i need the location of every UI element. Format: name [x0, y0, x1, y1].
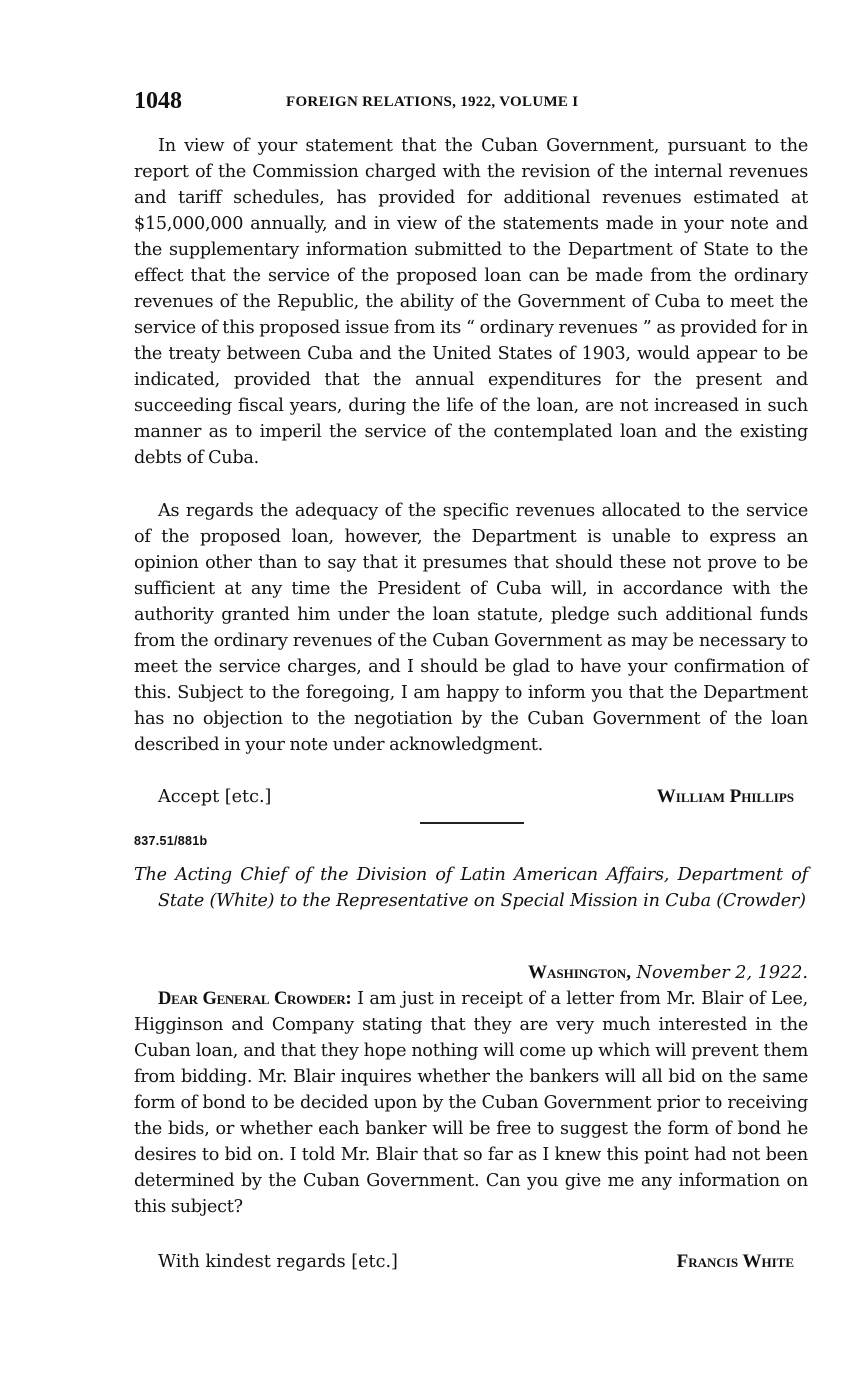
letter2-body-text: I am just in receipt of a letter from Mr. Blair of Lee, Higginson and Company stating that they are very much interested in the Cuban loan, and that they hope nothing will come up which will prevent them from bidding. Mr. Blair inquires whether the bankers will all bid on the same form of bond to be decided upon by the Cuban Government prior to receiving the bids, or whether each banker will be free to suggest the form of bond he desires to bid on. I told Mr. Blair that so far as I knew this point had not been determined by the Cuban Government. Can you give me any information on this subject?: [134, 989, 809, 1217]
document-heading-text: The Acting Chief of the Division of Latin American Affairs, Department of State (White) to the Representative on Special Mission in Cuba (Crowder): [134, 865, 808, 911]
dateline-date: November 2, 1922.: [636, 963, 808, 983]
letter2-body-paragraph: [134, 986, 808, 1220]
section-divider: [420, 822, 524, 824]
running-head: FOREIGN RELATIONS, 1922, VOLUME I: [286, 94, 579, 110]
file-number: 837.51/881b: [134, 834, 208, 848]
letter1-paragraph-1-text: In view of your statement that the Cuban Government, pursuant to the report of the Commission charged with the revision of the internal revenues and tariff schedules, has provided for additional revenues estimated at $15,000,000 annually, and in view of the statements made in your note and the supplementary information submitted to the Department of State to the effect that the service of the proposed loan can be made from the ordinary revenues of the Republic, the ability of the Government of Cuba to meet the service of this proposed issue from its “ ordinary revenues ” as provided for in the treaty between Cuba and the United States of 1903, would appear to be indicated, provided that the annual expenditures for the present and succeeding fiscal years, during the life of the loan, are not increased in such manner as to imperil the service of the contemplated loan and the existing debts of Cuba.: [134, 136, 808, 468]
letter1-closing-row: [134, 784, 794, 810]
letter2-closing-row: [134, 1249, 794, 1275]
document-heading: [134, 862, 808, 914]
salutation: Dear General Crowder:: [158, 989, 352, 1009]
letter1-paragraph-2: [134, 498, 808, 758]
letter2-body: [134, 986, 808, 1220]
page-number: 1048: [134, 88, 182, 114]
letter2-closing: With kindest regards [etc.]: [158, 1252, 398, 1272]
letter1-signature: William Phillips: [656, 786, 794, 807]
page-header: [134, 88, 808, 118]
dateline-place: Washington,: [527, 962, 631, 983]
letter1-paragraph-1: [134, 133, 808, 471]
letter1-closing: Accept [etc.]: [158, 787, 272, 807]
letter1-paragraph-2-text: As regards the adequacy of the specific revenues allocated to the service of the proposed loan, however, the Department is unable to express an opinion other than to say that it presumes that should these not prove to be sufficient at any time the President of Cuba will, in accordance with the authority granted him under the loan statute, pledge such additional funds from the ordinary revenues of the Cuban Government as may be necessary to meet the service charges, and I should be glad to have your confirmation of this. Subject to the foregoing, I am happy to inform you that the Department has no objection to the negotiation by the Cuban Government of the loan described in your note under acknowledgment.: [134, 501, 808, 755]
letter2-signature: Francis White: [676, 1251, 794, 1272]
dateline: [528, 960, 808, 986]
